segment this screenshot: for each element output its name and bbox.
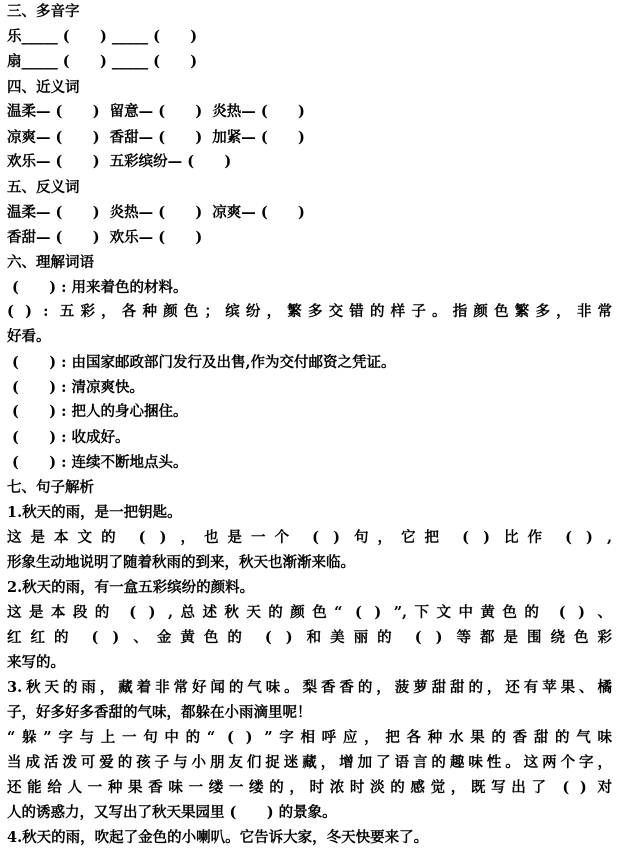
text-line: 这是本文的 ( ) ，也是一个 ( ) 句，它把 ( ) 比作 ( ) , — [7, 529, 612, 546]
text-line: 来写的。 — [7, 654, 65, 671]
text-line: 欢乐— ( ) 五彩缤纷— ( ) — [7, 153, 232, 170]
text-line: 3.秋天的雨，藏着非常好闻的气味。梨香香的，菠萝甜甜的，还有苹果、橘 — [7, 679, 612, 696]
text-line: ( ) : 把人的身心捆住。 — [7, 403, 188, 420]
text-line: ( ) : 五彩，各种颜色；缤纷，繁多交错的样子。指颜色繁多，非常 — [7, 303, 612, 320]
text-line: 扇_____ ( ) _____ ( ) — [7, 53, 198, 70]
text-line: 形象生动地说明了随着秋雨的到来，秋天也渐渐来临。 — [7, 554, 355, 571]
text-line: 这是本段的 ( ) ,总述秋天的颜色“ ( ) ”,下文中黄色的 ( ) 、 — [7, 604, 612, 621]
text-line: 1.秋天的雨，是一把钥匙。 — [7, 504, 182, 521]
section-heading: 三、多音字 — [7, 3, 80, 20]
text-line: ( ) : 由国家邮政部门发行及出售,作为交付邮资之凭证。 — [7, 354, 396, 371]
text-line: 凉爽— ( ) 香甜— ( ) 加紧— ( ) — [7, 129, 305, 146]
section-heading: 五、反义词 — [7, 179, 80, 196]
section-heading: 四、近义词 — [7, 79, 80, 96]
text-line: 人的诱惑力，又写出了秋天果园里 ( ) 的景象。 — [7, 804, 337, 821]
text-line: 香甜— ( ) 欢乐— ( ) — [7, 229, 203, 246]
text-line: 子，好多好多香甜的气味，都躲在小雨滴里呢！ — [7, 704, 312, 721]
text-line: “躲”字与上一句中的“ ( ) ”字相呼应，把各种水果的香甜的气味 — [7, 729, 612, 746]
text-line: ( ) : 收成好。 — [7, 429, 130, 446]
text-line: ( ) : 清凉爽快。 — [7, 379, 145, 396]
text-line: 2.秋天的雨，有一盒五彩缤纷的颜料。 — [7, 579, 255, 596]
text-line: ( ) : 连续不断地点头。 — [7, 454, 188, 471]
text-line: 好看。 — [7, 328, 51, 345]
text-line: 温柔— ( ) 留意— ( ) 炎热— ( ) — [7, 103, 305, 120]
text-line: 当成活泼可爱的孩子与小朋友们捉迷藏，增加了语言的趣味性。这两个字， — [7, 754, 612, 771]
section-heading: 七、句子解析 — [7, 479, 94, 496]
text-line: 4.秋天的雨，吹起了金色的小喇叭。它告诉大家，冬天快要来了。 — [7, 829, 429, 846]
text-line: 乐_____ ( ) _____ ( ) — [7, 28, 198, 45]
section-heading: 六、理解词语 — [7, 254, 94, 271]
text-line: 还能给人一种果香味一缕一缕的，时浓时淡的感觉，既写出了 ( ) 对 — [7, 779, 612, 796]
text-line: 温柔— ( ) 炎热— ( ) 凉爽— ( ) — [7, 204, 305, 221]
text-line: ( ) : 用来着色的材料。 — [7, 279, 188, 296]
text-line: 红红的 ( ) 、金黄色的 ( ) 和美丽的 ( ) 等都是围绕色彩 — [7, 629, 612, 646]
